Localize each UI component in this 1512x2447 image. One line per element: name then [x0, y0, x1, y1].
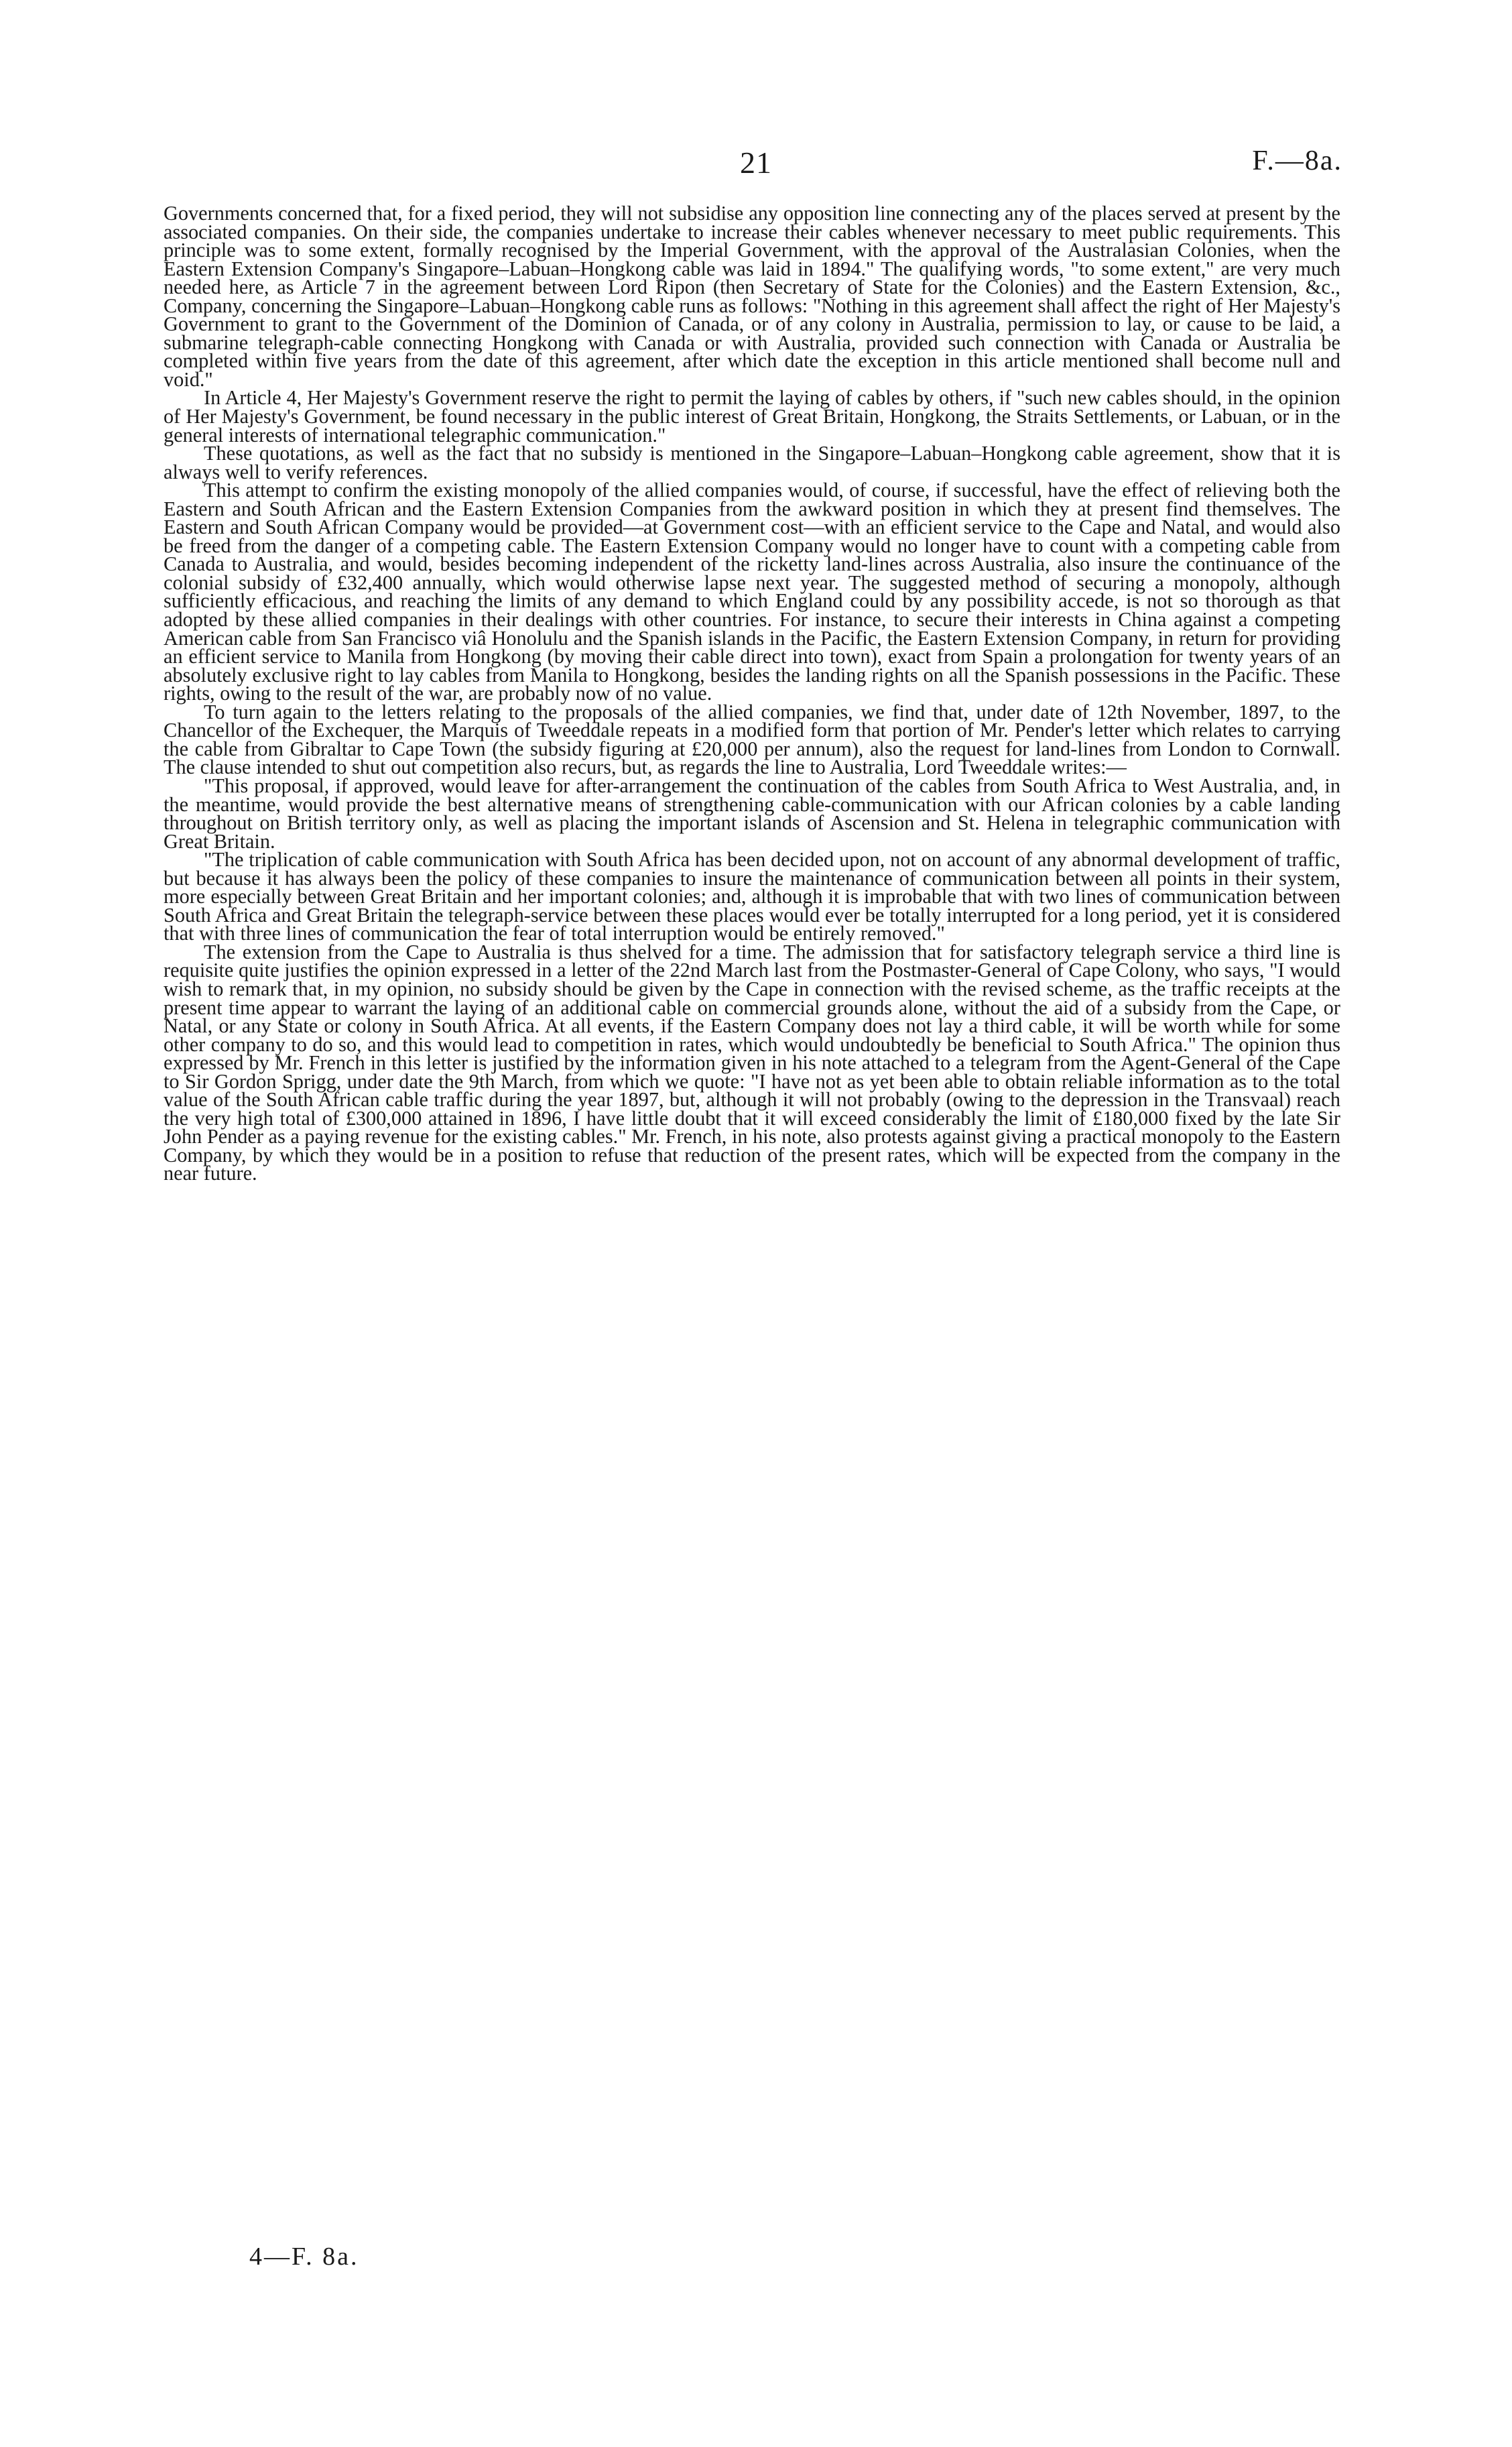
paragraph: These quotations, as well as the fact that no subsidy is mentioned in the Singapore–Labuan–Hongkong cable agreement, show that it is always well to verify references. [164, 442, 1340, 483]
paragraph: In Article 4, Her Majesty's Government reserve the right to permit the laying of cables by others, if "such new cables should, in the opinion of Her Majesty's Government, be found necessary in the public interest of Great Britain, Hongkong, the Straits Settlements, or Labuan, or in the general interests of international telegraphic communication." [164, 386, 1340, 446]
page-number: 21 [740, 145, 772, 180]
document-reference: F.—8a. [1252, 145, 1342, 176]
signature-reference: 4—F. 8a. [249, 2243, 359, 2271]
paragraph: To turn again to the letters relating to the proposals of the allied companies, we find that, under date of 12th November, 1897, to the Chancellor of the Exchequer, the Marquis of Tweeddale repeats in a modified form that portion of Mr. Pender's letter which relates to carrying the cable from Gibraltar to Cape Town (the subsidy figuring at £20,000 per annum), also the request for land-lines from London to Cornwall. The clause intended to shut out competition also recurs, but, as regards the line to Australia, Lord Tweeddale writes:— [164, 700, 1340, 779]
document-body [164, 204, 1340, 1183]
paragraph-continued: Governments concerned that, for a fixed period, they will not subsidise any opposition line connecting any of the places served at present by the associated companies. On their side, the companies undertake to increase their cables whenever necessary to meet public requirements. This principle was to some extent, formally recognised by the Imperial Government, with the approval of the Australasian Colonies, when the Eastern Extension Company's Singapore–Labuan–Hongkong cable was laid in 1894." The qualifying words, "to some extent," are very much needed here, as Article 7 in the agreement between Lord Ripon (then Secretary of State for the Colonies) and the Eastern Extension, &c., Company, concerning the Singapore–Labuan–Hongkong cable runs as follows: "Nothing in this agreement shall affect the right of Her Majesty's Government to grant to the Government of the Dominion of Canada, or of any colony in Australia, permission to lay, or cause to be laid, a submarine telegraph-cable connecting Hongkong with Canada or with Australia, provided such connection with Canada or Australia be completed within five years from the date of this agreement, after which date the exception in this article mentioned shall become null and void." [164, 202, 1340, 391]
paragraph: This attempt to confirm the existing monopoly of the allied companies would, of course, if successful, have the effect of relieving both the Eastern and South African and the Eastern Extension Companies from the awkward position in which they at present find themselves. The Eastern and South African Company would be provided—at Government cost—with an efficient service to the Cape and Natal, and would also be freed from the danger of a competing cable. The Eastern Extension Company would no longer have to count with a competing cable from Canada to Australia, and would, besides becoming independent of the ricketty land-lines across Australia, also insure the continuance of the colonial subsidy of £32,400 annually, which would otherwise lapse next year. The suggested method of securing a monopoly, although sufficiently efficacious, and reaching the limits of any demand to which England could by any possibility accede, is not so thorough as that adopted by these allied companies in their dealings with other countries. For instance, to secure their interests in China against a competing American cable from San Francisco viâ Honolulu and the Spanish islands in the Pacific, the Eastern Extension Company, in return for providing an efficient service to Manila from Hongkong (by moving their cable direct into town), exact from Spain a prolongation for twenty years of an absolutely exclusive right to lay cables from Manila to Hongkong, besides the landing rights on all the Spanish possessions in the Pacific. These rights, owing to the result of the war, are probably now of no value. [164, 479, 1340, 705]
paragraph: The extension from the Cape to Australia is thus shelved for a time. The admission that for satisfactory telegraph service a third line is requisite quite justifies the opinion expressed in a letter of the 22nd March last from the Postmaster-General of Cape Colony, who says, "I would wish to remark that, in my opinion, no subsidy should be given by the Cape in connection with the revised scheme, as the traffic receipts at the present time appear to warrant the laying of an additional cable on commercial grounds alone, without the aid of a subsidy from the Cape, or Natal, or any State or colony in South Africa. At all events, if the Eastern Company does not lay a third cable, it will be worth while for some other company to do so, and this would lead to competition in rates, which would undoubtedly be beneficial to South Africa." The opinion thus expressed by Mr. French in this letter is justified by the information given in his note attached to a telegram from the Agent-General of the Cape to Sir Gordon Sprigg, under date the 9th March, from which we quote: "I have not as yet been able to obtain reliable information as to the total value of the South African cable traffic during the year 1897, but, although it will not probably (owing to the depression in the Transvaal) reach the very high total of £300,000 attained in 1896, I have little doubt that it will exceed considerably the limit of £180,000 fixed by the late Sir John Pender as a paying revenue for the existing cables." Mr. French, in his note, also protests against giving a practical monopoly to the Eastern Company, by which they would be in a position to refuse that reduction of the present rates, which will be expected from the company in the near future. [164, 940, 1340, 1185]
quoted-paragraph: "This proposal, if approved, would leave for after-arrangement the continuation of the cables from South Africa to West Australia, and, in the meantime, would provide the best alternative means of strengthening cable-communication with our African colonies by a cable landing throughout on British territory only, as well as placing the important islands of Ascension and St. Helena in telegraphic communication with Great Britain. [164, 774, 1340, 853]
quoted-paragraph: "The triplication of cable communication with South Africa has been decided upon, not on account of any abnormal development of traffic, but because it has always been the policy of these companies to insure the maintenance of communication between all points in their system, more especially between Great Britain and her important colonies; and, although it is improbable that with two lines of communication between South Africa and Great Britain the telegraph-service between these places would ever be totally interrupted for a long period, yet it is considered that with three lines of communication the fear of total interruption would be entirely removed." [164, 848, 1340, 945]
